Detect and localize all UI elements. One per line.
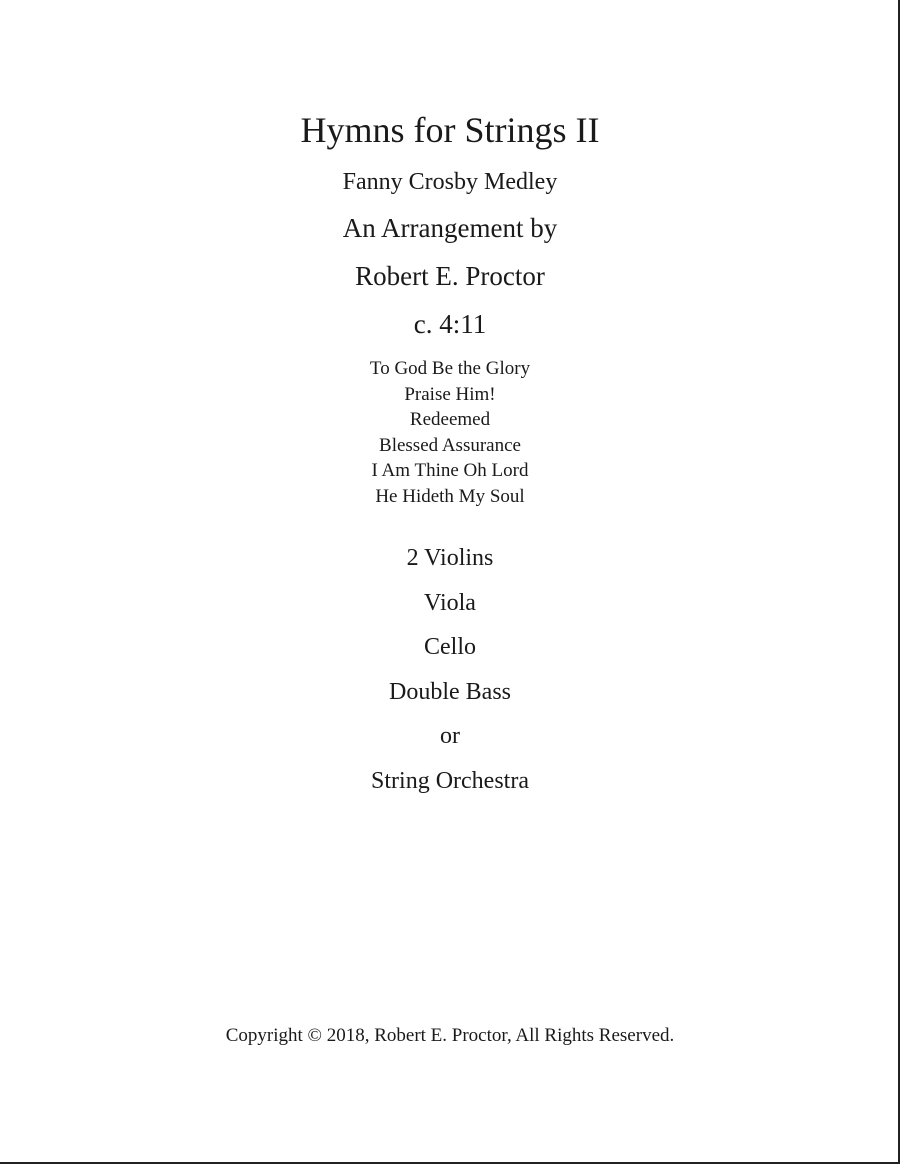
instrument-entry: 2 Violins	[406, 545, 494, 571]
instrument-entry: Cello	[424, 634, 476, 661]
page-title: Hymns for Strings II	[300, 110, 600, 150]
copyright-notice: Copyright © 2018, Robert E. Proctor, All Rights Reserved.	[225, 1025, 675, 1046]
instrument-entry: String Orchestra	[371, 767, 529, 794]
hymn-list	[0, 356, 900, 510]
instrument-entry: Viola	[424, 589, 476, 616]
medley-subtitle: Fanny Crosby Medley	[342, 169, 558, 195]
instrument-entry: Double Bass	[389, 678, 511, 705]
hymn-title: Praise Him!	[404, 383, 496, 405]
hymn-title: To God Be the Glory	[369, 358, 531, 379]
instrument-entry: or	[440, 723, 460, 750]
instrumentation-list	[0, 536, 900, 804]
hymn-title: I Am Thine Oh Lord	[371, 460, 529, 482]
hymn-title: Blessed Assurance	[379, 434, 521, 456]
hymn-title: Redeemed	[409, 409, 491, 431]
hymn-title: He Hideth My Soul	[375, 485, 525, 507]
arranger-name: Robert E. Proctor	[355, 261, 545, 291]
arranger-label: An Arrangement by	[342, 213, 558, 243]
duration: c. 4:11	[413, 309, 487, 339]
